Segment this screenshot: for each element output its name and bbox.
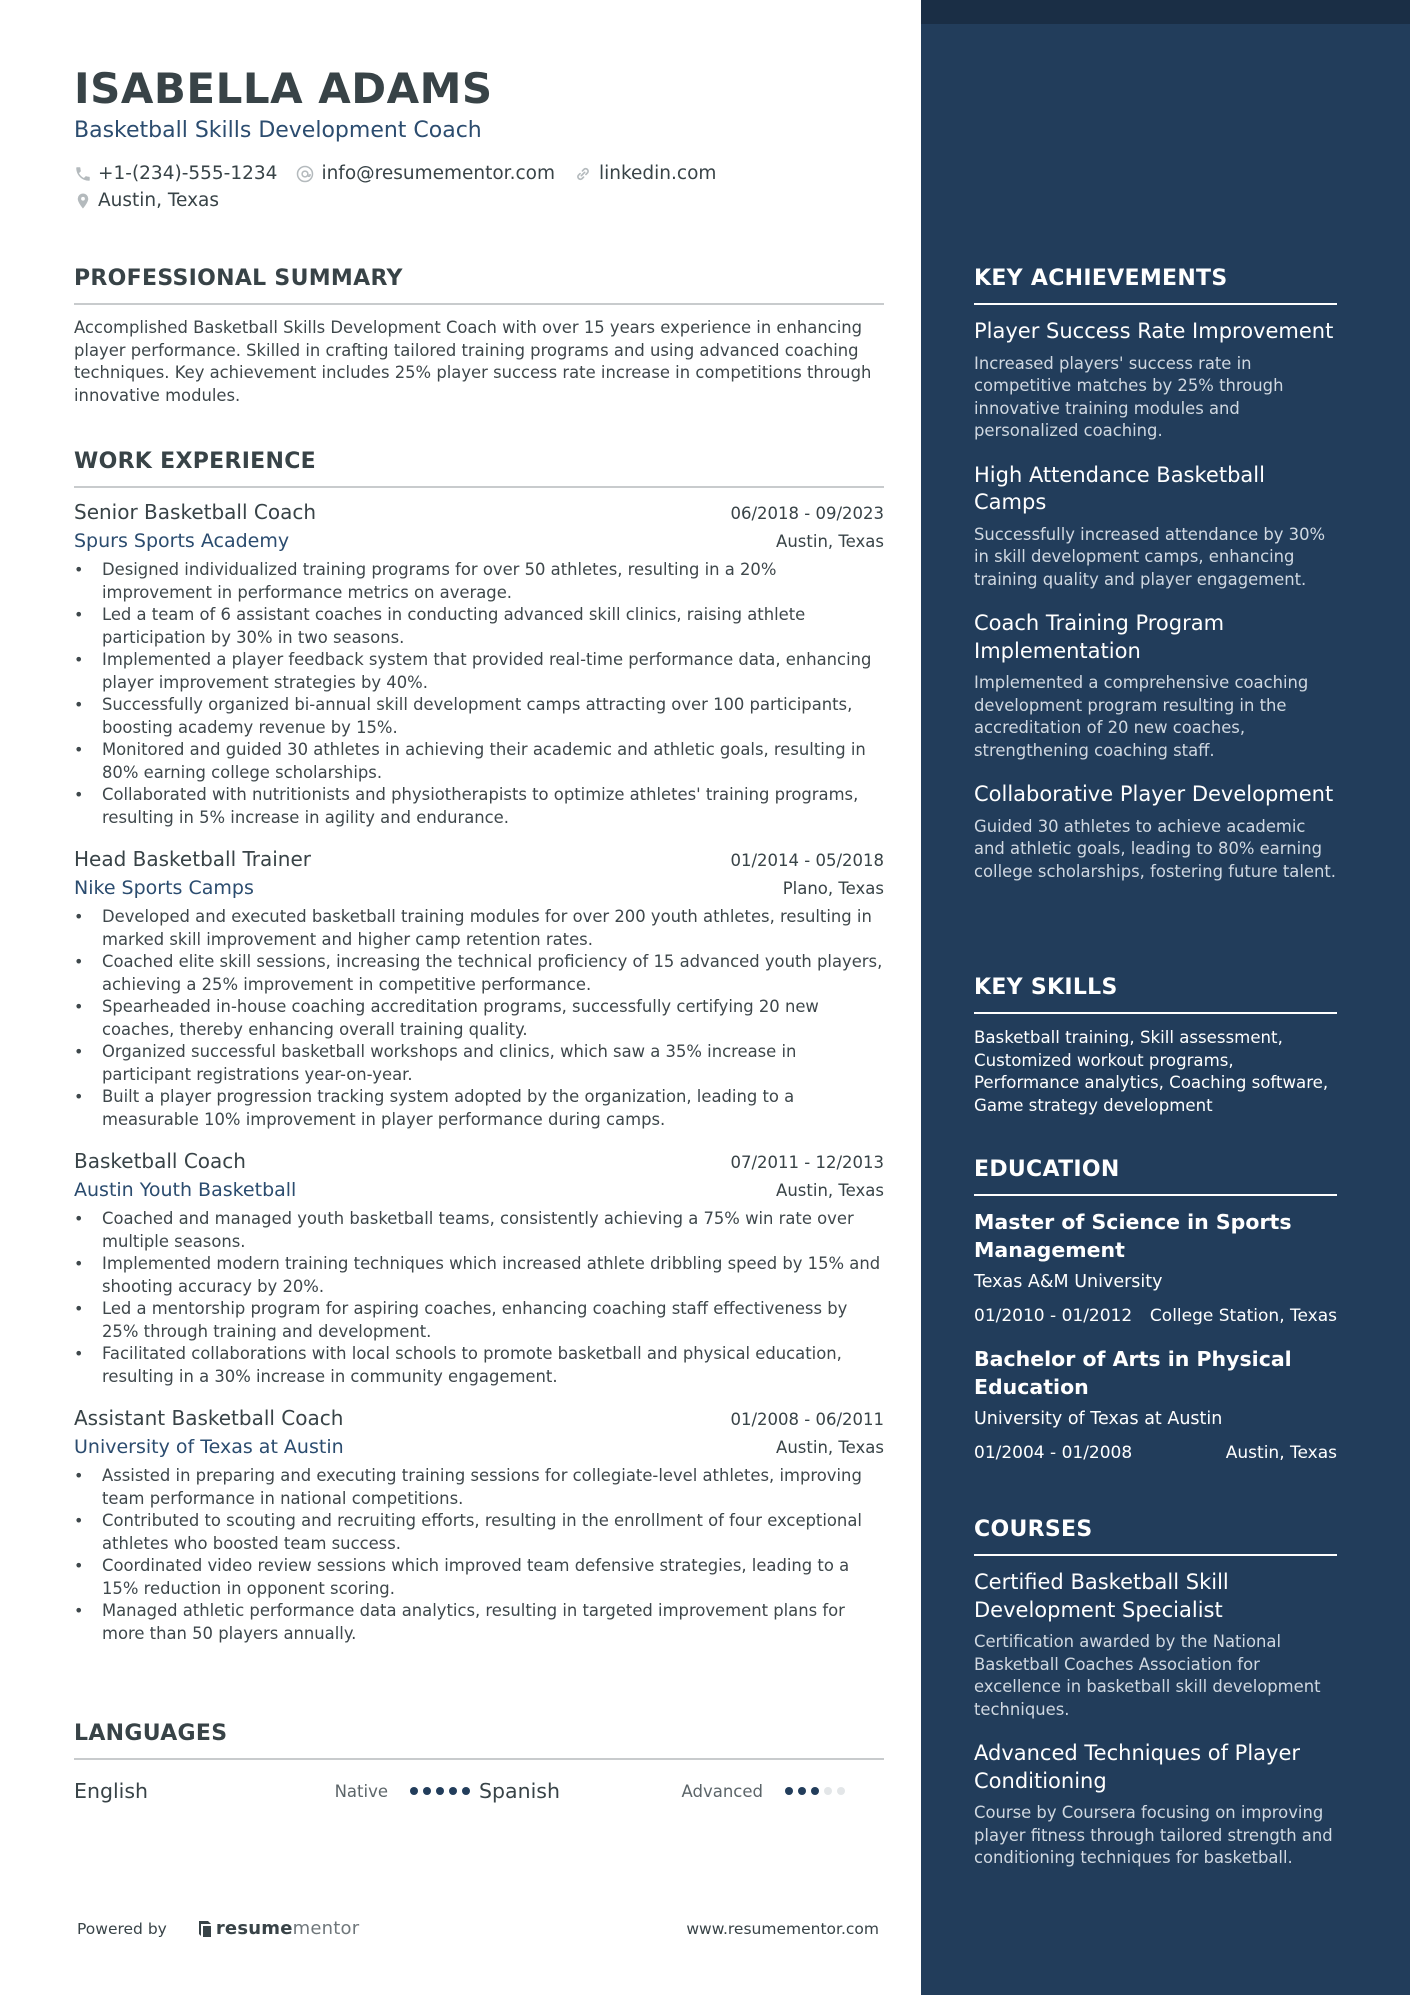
education-school: University of Texas at Austin (974, 1409, 1223, 1429)
job-entry (74, 500, 884, 829)
bullet-item: • Facilitated collaborations with local schools to promote basketball and physical education, resulting in a 30% increase in community engagement. (74, 1343, 884, 1388)
job-entry (74, 1406, 884, 1645)
bullet-item: • Developed and executed basketball training modules for over 200 youth athletes, resulting in marked skill improvement and higher camp retention rates. (74, 906, 884, 951)
bullet-item: • Designed individualized training programs for over 50 athletes, resulting in a 20% improvement in performance metrics on average. (74, 559, 884, 604)
job-bullets (74, 906, 884, 1131)
bullet-item: • Contributed to scouting and recruiting efforts, resulting in the enrollment of four exceptional athletes who boosted team success. (74, 1510, 884, 1555)
courses-section (974, 1517, 1337, 1889)
summary-text: Accomplished Basketball Skills Development Coach with over 15 years experience in enhancing player performance. Skilled in crafting tailored training programs and using advanced coaching techniques. Key achievement includes 25% player success rate increase in competitions through innovative modules. (74, 318, 872, 405)
rating-dot-filled (785, 1787, 793, 1795)
job-role: Assistant Basketball Coach (74, 1406, 344, 1430)
section-heading: KEY ACHIEVEMENTS (974, 266, 1337, 305)
contact-linkedin[interactable] (573, 163, 716, 184)
sidebar-top-band (921, 0, 1410, 24)
job-location: Austin, Texas (776, 532, 884, 551)
language-item (479, 1779, 884, 1803)
bullet-item: • Implemented a player feedback system that provided real-time performance data, enhancing player improvement strategies by 40%. (74, 649, 884, 694)
rating-dot-empty (837, 1787, 845, 1795)
job-bullets (74, 1208, 884, 1388)
job-location: Austin, Texas (776, 1438, 884, 1457)
bullet-item: • Collaborated with nutritionists and physiotherapists to optimize athletes' training programs, resulting in 5% increase in agility and endurance. (74, 784, 884, 829)
course-desc: Certification awarded by the National Basketball Coaches Association for excellence in basketball skill development techniques. (974, 1632, 1321, 1719)
language-rating (410, 1787, 475, 1795)
education-location: College Station, Texas (1149, 1306, 1337, 1326)
rating-dot-filled (423, 1787, 431, 1795)
rating-dot-filled (410, 1787, 418, 1795)
achievement-title: High Attendance Basketball Camps (974, 462, 1265, 514)
job-dates: 01/2008 - 06/2011 (730, 1410, 884, 1429)
bullet-item: • Built a player progression tracking system adopted by the organization, leading to a measurable 10% improvement in player performance during camps. (74, 1086, 884, 1131)
brand-name-b: mentor (292, 1918, 360, 1939)
bullet-item: • Coached elite skill sessions, increasing the technical proficiency of 15 advanced youth players, achieving a 25% improvement in competitive performance. (74, 951, 884, 996)
phone-icon (74, 165, 92, 183)
brand-mark-icon (197, 1920, 212, 1938)
section-heading: EDUCATION (974, 1157, 1337, 1196)
achievement-desc: Successfully increased attendance by 30% in skill development camps, enhancing training quality and player engagement. (974, 524, 1326, 589)
key-skills-section (974, 975, 1337, 1117)
sidebar (921, 0, 1410, 1995)
job-role: Basketball Coach (74, 1149, 246, 1173)
course-desc: Course by Coursera focusing on improving player fitness through tailored strength and conditioning techniques for basketball. (974, 1803, 1333, 1867)
rating-dot-empty (824, 1787, 832, 1795)
section-heading: KEY SKILLS (974, 975, 1337, 1014)
job-location: Plano, Texas (782, 879, 884, 898)
bullet-item: • Monitored and guided 30 athletes in achieving their academic and athletic goals, resulting in 80% earning college scholarships. (74, 739, 884, 784)
phone-text: +1-(234)-555-1234 (98, 163, 278, 184)
job-entry (74, 847, 884, 1131)
contact-phone (74, 163, 277, 184)
powered-by-label: Powered by (77, 1919, 167, 1938)
course-title: Advanced Techniques of Player Conditioning (974, 1741, 1301, 1793)
footer-website[interactable]: www.resumementor.com (686, 1919, 879, 1938)
linkedin-text: linkedin.com (598, 163, 717, 184)
achievement-item (974, 781, 1337, 883)
job-company: Nike Sports Camps (74, 877, 254, 899)
education-item (974, 1346, 1337, 1463)
bullet-item: • Assisted in preparing and executing training sessions for collegiate-level athletes, improving team performance in national competitions. (74, 1465, 884, 1510)
rating-dot-filled (436, 1787, 444, 1795)
professional-summary-section (74, 266, 884, 407)
section-heading: LANGUAGES (74, 1721, 884, 1760)
email-text: info@resumementor.com (321, 163, 555, 184)
education-dates: 01/2010 - 01/2012 (974, 1306, 1133, 1326)
education-item (974, 1209, 1337, 1326)
rating-dot-filled (798, 1787, 806, 1795)
job-role: Senior Basketball Coach (74, 500, 317, 524)
section-heading: WORK EXPERIENCE (74, 449, 884, 488)
languages-section (74, 1721, 884, 1810)
rating-dot-filled (811, 1787, 819, 1795)
brand-name-a: resume (215, 1918, 293, 1939)
job-bullets (74, 1465, 884, 1645)
achievement-title: Collaborative Player Development (974, 782, 1334, 806)
bullet-item: • Coordinated video review sessions which improved team defensive strategies, leading to a 15% reduction in opponent scoring. (74, 1555, 884, 1600)
job-company: Spurs Sports Academy (74, 530, 290, 552)
job-company: Austin Youth Basketball (74, 1179, 297, 1201)
language-level: Native (334, 1781, 388, 1801)
contact-location (74, 190, 219, 211)
work-experience-section (74, 449, 884, 1663)
candidate-title: Basketball Skills Development Coach (74, 118, 482, 143)
brand-logo[interactable] (197, 1918, 359, 1939)
language-rating (785, 1787, 850, 1795)
education-degree: Bachelor of Arts in Physical Education (974, 1347, 1292, 1399)
job-dates: 07/2011 - 12/2013 (730, 1153, 884, 1172)
section-heading: COURSES (974, 1517, 1337, 1556)
job-dates: 01/2014 - 05/2018 (730, 851, 884, 870)
achievement-item (974, 318, 1337, 443)
location-text: Austin, Texas (98, 190, 220, 211)
skills-text: Basketball training, Skill assessment, Customized workout programs, Performance analytics, Coaching software, Game strategy development (974, 1028, 1329, 1115)
education-location: Austin, Texas (1225, 1443, 1337, 1463)
bullet-item: • Successfully organized bi-annual skill development camps attracting over 100 participants, boosting academy revenue by 15%. (74, 694, 884, 739)
job-entry (74, 1149, 884, 1388)
language-name: English (74, 1779, 149, 1803)
language-item (74, 1779, 479, 1803)
bullet-item: • Managed athletic performance data analytics, resulting in targeted improvement plans for more than 50 players annually. (74, 1600, 884, 1645)
job-company: University of Texas at Austin (74, 1436, 344, 1458)
bullet-item: • Spearheaded in-house coaching accreditation programs, successfully certifying 20 new coaches, thereby enhancing overall training quality. (74, 996, 884, 1041)
bullet-item: • Led a team of 6 assistant coaches in conducting advanced skill clinics, raising athlete participation by 30% in two seasons. (74, 604, 884, 649)
bullet-item: • Implemented modern training techniques which increased athlete dribbling speed by 15% and shooting accuracy by 20%. (74, 1253, 884, 1298)
powered-by (74, 1918, 359, 1939)
rating-dot-filled (462, 1787, 470, 1795)
language-level: Advanced (681, 1781, 763, 1801)
contact-email[interactable] (295, 163, 555, 184)
course-item (974, 1740, 1337, 1870)
achievement-desc: Implemented a comprehensive coaching development program resulting in the accreditation of 20 new coaches, strengthening coaching staff. (974, 673, 1309, 760)
rating-dot-filled (449, 1787, 457, 1795)
bullet-item: • Led a mentorship program for aspiring coaches, enhancing coaching staff effectiveness by 25% through training and development. (74, 1298, 884, 1343)
course-title: Certified Basketball Skill Development Specialist (974, 1570, 1229, 1622)
key-achievements-section (974, 266, 1337, 902)
bullet-item: • Organized successful basketball workshops and clinics, which saw a 35% increase in participant registrations year-on-year. (74, 1041, 884, 1086)
section-heading: PROFESSIONAL SUMMARY (74, 266, 884, 305)
job-location: Austin, Texas (776, 1181, 884, 1200)
achievement-desc: Increased players' success rate in competitive matches by 25% through innovative training modules and personalized coaching. (974, 353, 1284, 440)
link-icon (573, 164, 593, 184)
education-dates: 01/2004 - 01/2008 (974, 1443, 1133, 1463)
achievement-title: Coach Training Program Implementation (974, 611, 1225, 663)
education-section (974, 1157, 1337, 1483)
job-dates: 06/2018 - 09/2023 (730, 504, 884, 523)
course-item (974, 1569, 1337, 1721)
achievement-desc: Guided 30 athletes to achieve academic and athletic goals, leading to 80% earning college scholarships, fostering future talent. (974, 816, 1337, 881)
education-school: Texas A&M University (974, 1272, 1163, 1292)
footer (74, 1918, 879, 1939)
candidate-name: ISABELLA ADAMS (74, 64, 493, 113)
at-icon (295, 164, 315, 184)
job-role: Head Basketball Trainer (74, 847, 312, 871)
achievement-item (974, 462, 1337, 592)
education-degree: Master of Science in Sports Management (974, 1210, 1292, 1262)
bullet-item: • Coached and managed youth basketball teams, consistently achieving a 75% win rate over multiple seasons. (74, 1208, 884, 1253)
achievement-item (974, 610, 1337, 762)
language-name: Spanish (479, 1779, 560, 1803)
contact-info (74, 160, 894, 214)
job-bullets (74, 559, 884, 829)
location-pin-icon (74, 191, 92, 211)
achievement-title: Player Success Rate Improvement (974, 319, 1334, 343)
